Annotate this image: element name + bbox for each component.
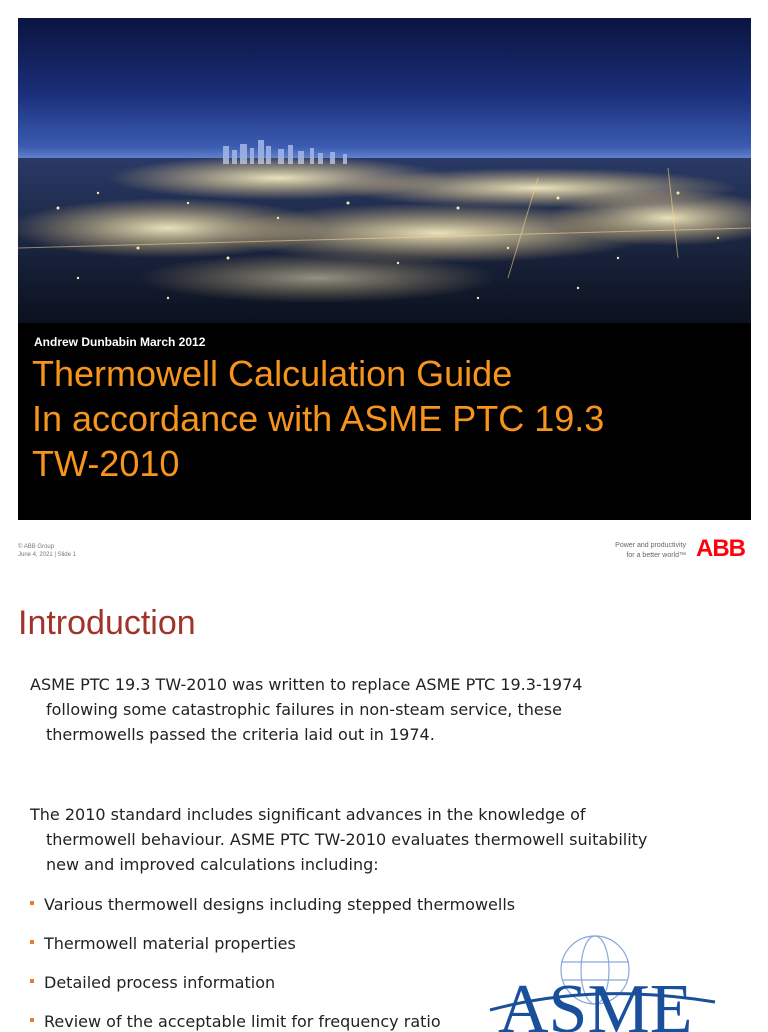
bullet-text: Detailed process information	[44, 973, 276, 992]
title-line-3: TW-2010	[32, 443, 180, 484]
title-line-2: In accordance with ASME PTC 19.3	[32, 398, 605, 439]
copyright-text: © ABB Group	[18, 544, 55, 550]
asme-logo-text: ASME	[498, 971, 693, 1032]
title-panel	[18, 323, 751, 520]
para2-line-1: The 2010 standard includes significant advances in the knowledge of	[30, 805, 586, 824]
author-date: Andrew Dunbabin March 2012	[34, 335, 206, 349]
slide-title: Introduction	[18, 604, 196, 642]
bullet-text: Thermowell material properties	[44, 934, 296, 953]
bullet-item	[30, 934, 296, 953]
bullet-item	[30, 1012, 441, 1031]
para2-line-2: thermowell behaviour. ASME PTC TW-2010 evaluates thermowell suitability	[46, 830, 648, 849]
abb-logo: ABB	[696, 535, 745, 562]
bullet-marker-icon	[30, 1018, 34, 1022]
bullet-text: Review of the acceptable limit for frequency ratio	[44, 1012, 441, 1031]
tagline-line-2: for a better world™	[626, 552, 686, 559]
city-skyline-illustration	[18, 18, 751, 323]
slide-info: June 4, 2021 | Slide 1	[18, 552, 76, 558]
introduction-slide	[0, 580, 768, 1032]
tagline-line-1: Power and productivity	[615, 542, 686, 549]
para1-line-2: following some catastrophic failures in non-steam service, these	[46, 700, 562, 719]
paragraph-2	[30, 802, 730, 877]
para1-line-3: thermowells passed the criteria laid out in 1974.	[46, 725, 435, 744]
asme-logo	[470, 932, 720, 1032]
bullet-item	[30, 973, 275, 992]
title-line-1: Thermowell Calculation Guide	[32, 353, 513, 394]
footer-copyright	[18, 543, 76, 559]
abb-tagline	[560, 541, 686, 561]
bullet-marker-icon	[30, 940, 34, 944]
para1-line-1: ASME PTC 19.3 TW-2010 was written to replace ASME PTC 19.3-1974	[30, 675, 583, 694]
para2-line-3: new and improved calculations including:	[46, 855, 379, 874]
bullet-marker-icon	[30, 979, 34, 983]
paragraph-1	[30, 672, 730, 747]
bullet-marker-icon	[30, 901, 34, 905]
city-night-photo	[18, 18, 751, 323]
bullet-item	[30, 895, 515, 914]
bullet-text: Various thermowell designs including stepped thermowells	[44, 895, 516, 914]
